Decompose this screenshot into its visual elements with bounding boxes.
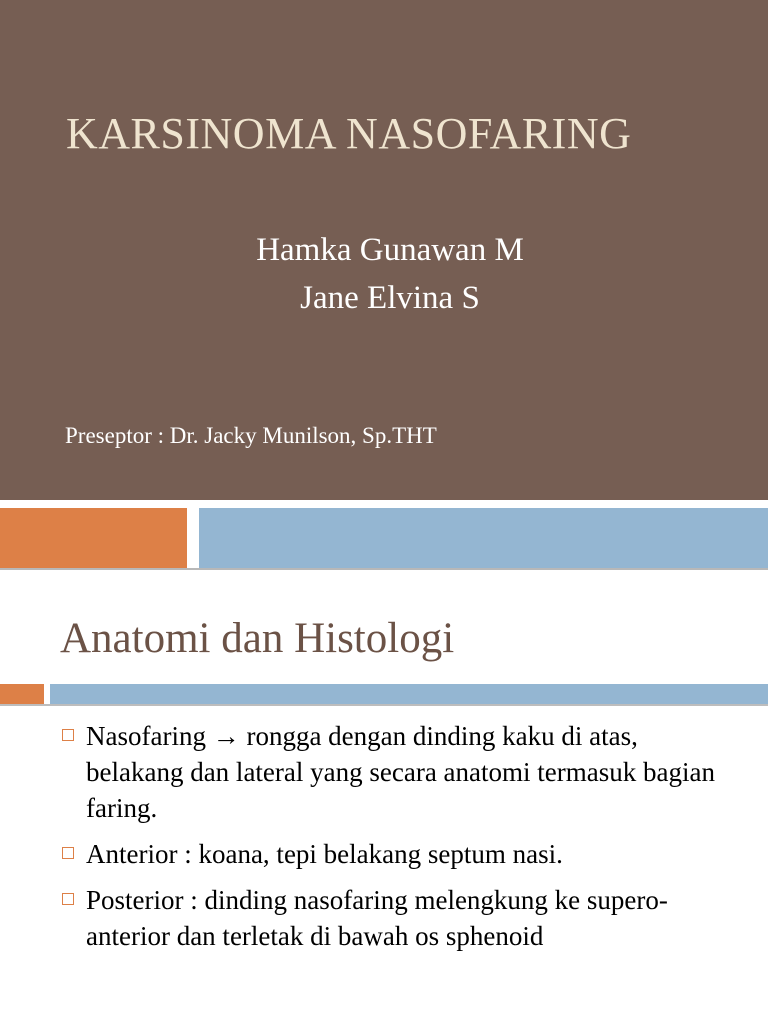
divider-line xyxy=(0,704,768,706)
bullet-text: Nasofaring → rongga dengan dinding kaku di atas, belakang dan lateral yang secara anatomi termasuk bagian faring. xyxy=(86,721,715,823)
heading-bar-orange xyxy=(0,684,44,704)
square-bullet-icon xyxy=(62,847,74,859)
author-list xyxy=(0,226,768,322)
list-item xyxy=(60,836,740,872)
author-name: Jane Elvina S xyxy=(300,280,480,316)
square-bullet-icon xyxy=(62,893,74,905)
bullet-text: Anterior : koana, tepi belakang septum nasi. xyxy=(86,839,563,869)
presentation-title: KARSINOMA NASOFARING xyxy=(66,109,632,158)
list-item xyxy=(60,882,740,954)
square-bullet-icon xyxy=(62,729,74,741)
title-slide xyxy=(0,0,768,500)
list-item xyxy=(60,718,740,826)
accent-band-blue xyxy=(199,508,768,568)
divider-line xyxy=(0,568,768,570)
bullet-text: Posterior : dinding nasofaring melengkung ke supero-anterior dan terletak di bawah os sphenoid xyxy=(86,885,668,951)
heading-bar-blue xyxy=(50,684,768,704)
author-name: Hamka Gunawan M xyxy=(256,232,524,268)
accent-band-orange xyxy=(0,508,187,568)
slide-heading: Anatomi dan Histologi xyxy=(60,615,455,662)
preceptor-line: Preseptor : Dr. Jacky Munilson, Sp.THT xyxy=(65,423,437,448)
bullet-list xyxy=(60,718,740,964)
